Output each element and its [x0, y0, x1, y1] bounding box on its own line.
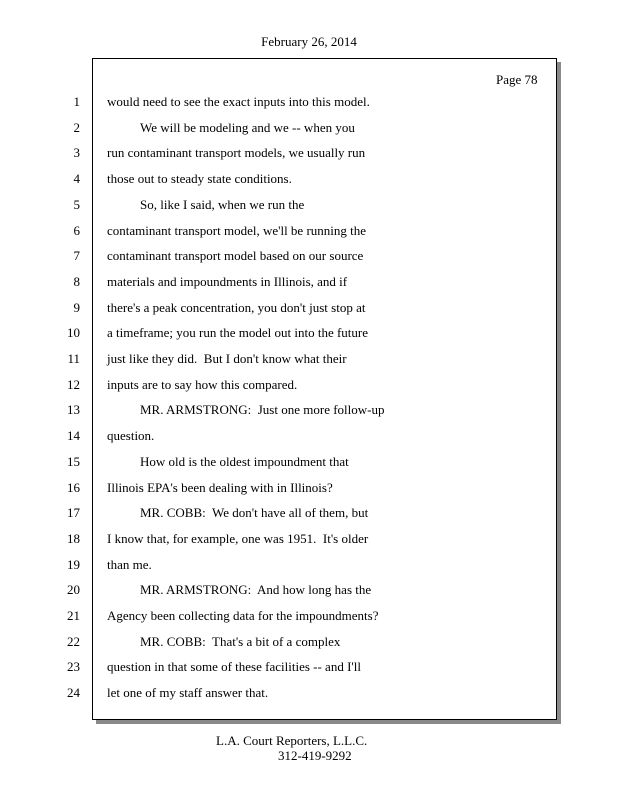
transcript-line	[0, 426, 560, 446]
transcript-line	[0, 221, 560, 241]
line-number: 4	[73, 171, 80, 187]
line-text: We will be modeling and we -- when you	[140, 119, 355, 135]
court-reporter-name: L.A. Court Reporters, L.L.C.	[216, 733, 368, 748]
transcript-line	[0, 555, 560, 575]
transcript-line	[0, 683, 560, 703]
line-text: MR. ARMSTRONG: And how long has the	[140, 582, 372, 598]
line-text: Agency been collecting data for the impoundments?	[107, 608, 379, 623]
transcript-line	[0, 400, 560, 420]
transcript-date: February 26, 2014	[261, 34, 357, 49]
line-number: 9	[73, 299, 80, 315]
line-number: 11	[67, 351, 80, 366]
line-text: a timeframe; you run the model out into the future	[107, 325, 369, 341]
line-number: 12	[67, 376, 80, 392]
line-number: 1	[73, 94, 80, 109]
line-text: would need to see the exact inputs into this model.	[107, 94, 370, 109]
line-number: 23	[67, 659, 80, 675]
line-number: 13	[67, 402, 80, 418]
line-number: 21	[67, 608, 80, 623]
line-text: run contaminant transport models, we usually run	[107, 145, 366, 161]
transcript-line	[0, 529, 560, 549]
line-number: 24	[67, 685, 80, 701]
court-reporter-phone: 312-419-9292	[278, 748, 352, 763]
line-text: contaminant transport model based on our source	[107, 248, 364, 264]
transcript-line	[0, 349, 560, 369]
line-text: MR. ARMSTRONG: Just one more follow-up	[140, 402, 385, 418]
line-text: How old is the oldest impoundment that	[140, 453, 349, 469]
line-text: question in that some of these facilities -- and I'll	[107, 659, 361, 675]
line-number: 22	[67, 633, 80, 649]
line-number: 6	[73, 222, 80, 238]
transcript-line	[0, 657, 560, 677]
line-number: 19	[67, 556, 80, 572]
transcript-line	[0, 375, 560, 395]
transcript-line	[0, 246, 560, 266]
transcript-line	[0, 169, 560, 189]
line-number: 5	[73, 196, 80, 212]
line-text: question.	[107, 428, 155, 444]
line-number: 17	[67, 505, 80, 521]
line-text: contaminant transport model, we'll be running the	[107, 222, 367, 238]
transcript-line	[0, 606, 560, 626]
line-text: MR. COBB: That's a bit of a complex	[140, 633, 341, 649]
transcript-line	[0, 580, 560, 600]
line-text: MR. COBB: We don't have all of them, but	[140, 505, 369, 521]
transcript-line	[0, 195, 560, 215]
line-text: than me.	[107, 556, 152, 572]
line-number: 8	[73, 273, 80, 289]
transcript-line	[0, 118, 560, 138]
transcript-line	[0, 452, 560, 472]
transcript-line	[0, 632, 560, 652]
line-number: 18	[67, 530, 80, 546]
line-text: let one of my staff answer that.	[107, 685, 269, 701]
line-text: there's a peak concentration, you don't just stop at	[107, 299, 366, 315]
transcript-line	[0, 143, 560, 163]
transcript-line	[0, 478, 560, 498]
transcript-line	[0, 323, 560, 343]
line-text: So, like I said, when we run the	[140, 196, 305, 212]
transcript-line	[0, 92, 560, 112]
page-number: Page 78	[496, 72, 538, 87]
line-text: Illinois EPA's been dealing with in Illinois?	[107, 479, 333, 495]
line-text: I know that, for example, one was 1951. It's older	[107, 530, 369, 546]
transcript-line	[0, 503, 560, 523]
transcript-line	[0, 298, 560, 318]
line-number: 3	[73, 145, 80, 161]
line-number: 10	[67, 325, 80, 341]
line-text: just like they did. But I don't know what their	[107, 351, 347, 366]
line-number: 2	[73, 119, 80, 135]
line-text: those out to steady state conditions.	[107, 171, 292, 187]
line-number: 20	[67, 582, 80, 598]
transcript-line	[0, 272, 560, 292]
line-text: inputs are to say how this compared.	[107, 376, 298, 392]
line-number: 7	[73, 248, 80, 264]
line-number: 16	[67, 479, 80, 495]
line-text: materials and impoundments in Illinois, and if	[107, 273, 348, 289]
line-number: 15	[67, 453, 80, 469]
line-number: 14	[67, 428, 80, 444]
